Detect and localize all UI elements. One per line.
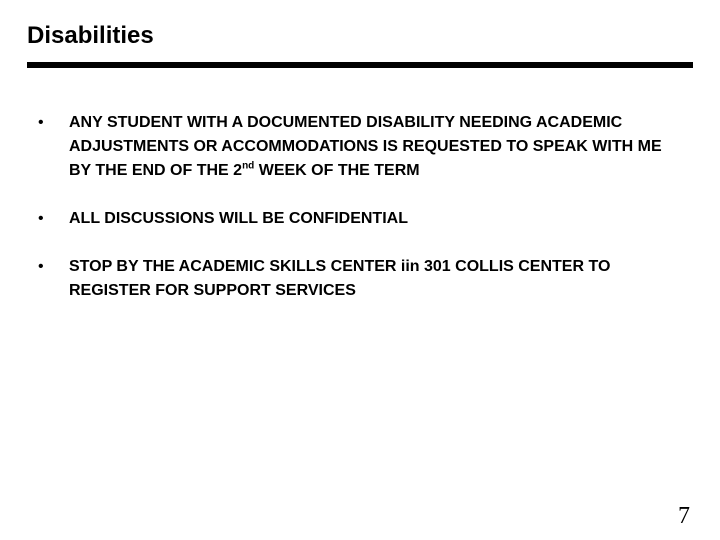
bullet-marker: •	[38, 210, 44, 227]
bullet-text: STOP BY THE ACADEMIC SKILLS CENTER iin 301 COLLIS CENTER TO REGISTER FOR SUPPORT SERVICES	[69, 258, 611, 299]
bullet-text-main: ANY STUDENT WITH A DOCUMENTED DISABILITY NEEDING ACADEMIC ADJUSTMENTS OR ACCOMMODATIONS IS REQUESTED TO SPEAK WITH ME BY THE END OF THE 2	[69, 114, 662, 179]
bullet-item	[38, 111, 678, 183]
bullet-text: ALL DISCUSSIONS WILL BE CONFIDENTIAL	[69, 210, 408, 227]
slide-title: Disabilities	[27, 22, 154, 49]
page-number: 7	[678, 503, 690, 529]
bullet-item	[38, 255, 678, 303]
bullet-marker: •	[38, 114, 44, 131]
bullet-list	[38, 111, 678, 303]
bullet-item	[38, 207, 678, 231]
bullet-marker: •	[38, 258, 44, 275]
title-divider	[27, 62, 693, 68]
bullet-text-after: WEEK OF THE TERM	[254, 162, 420, 179]
bullet-superscript: nd	[242, 160, 255, 172]
bullet-text	[69, 114, 662, 179]
